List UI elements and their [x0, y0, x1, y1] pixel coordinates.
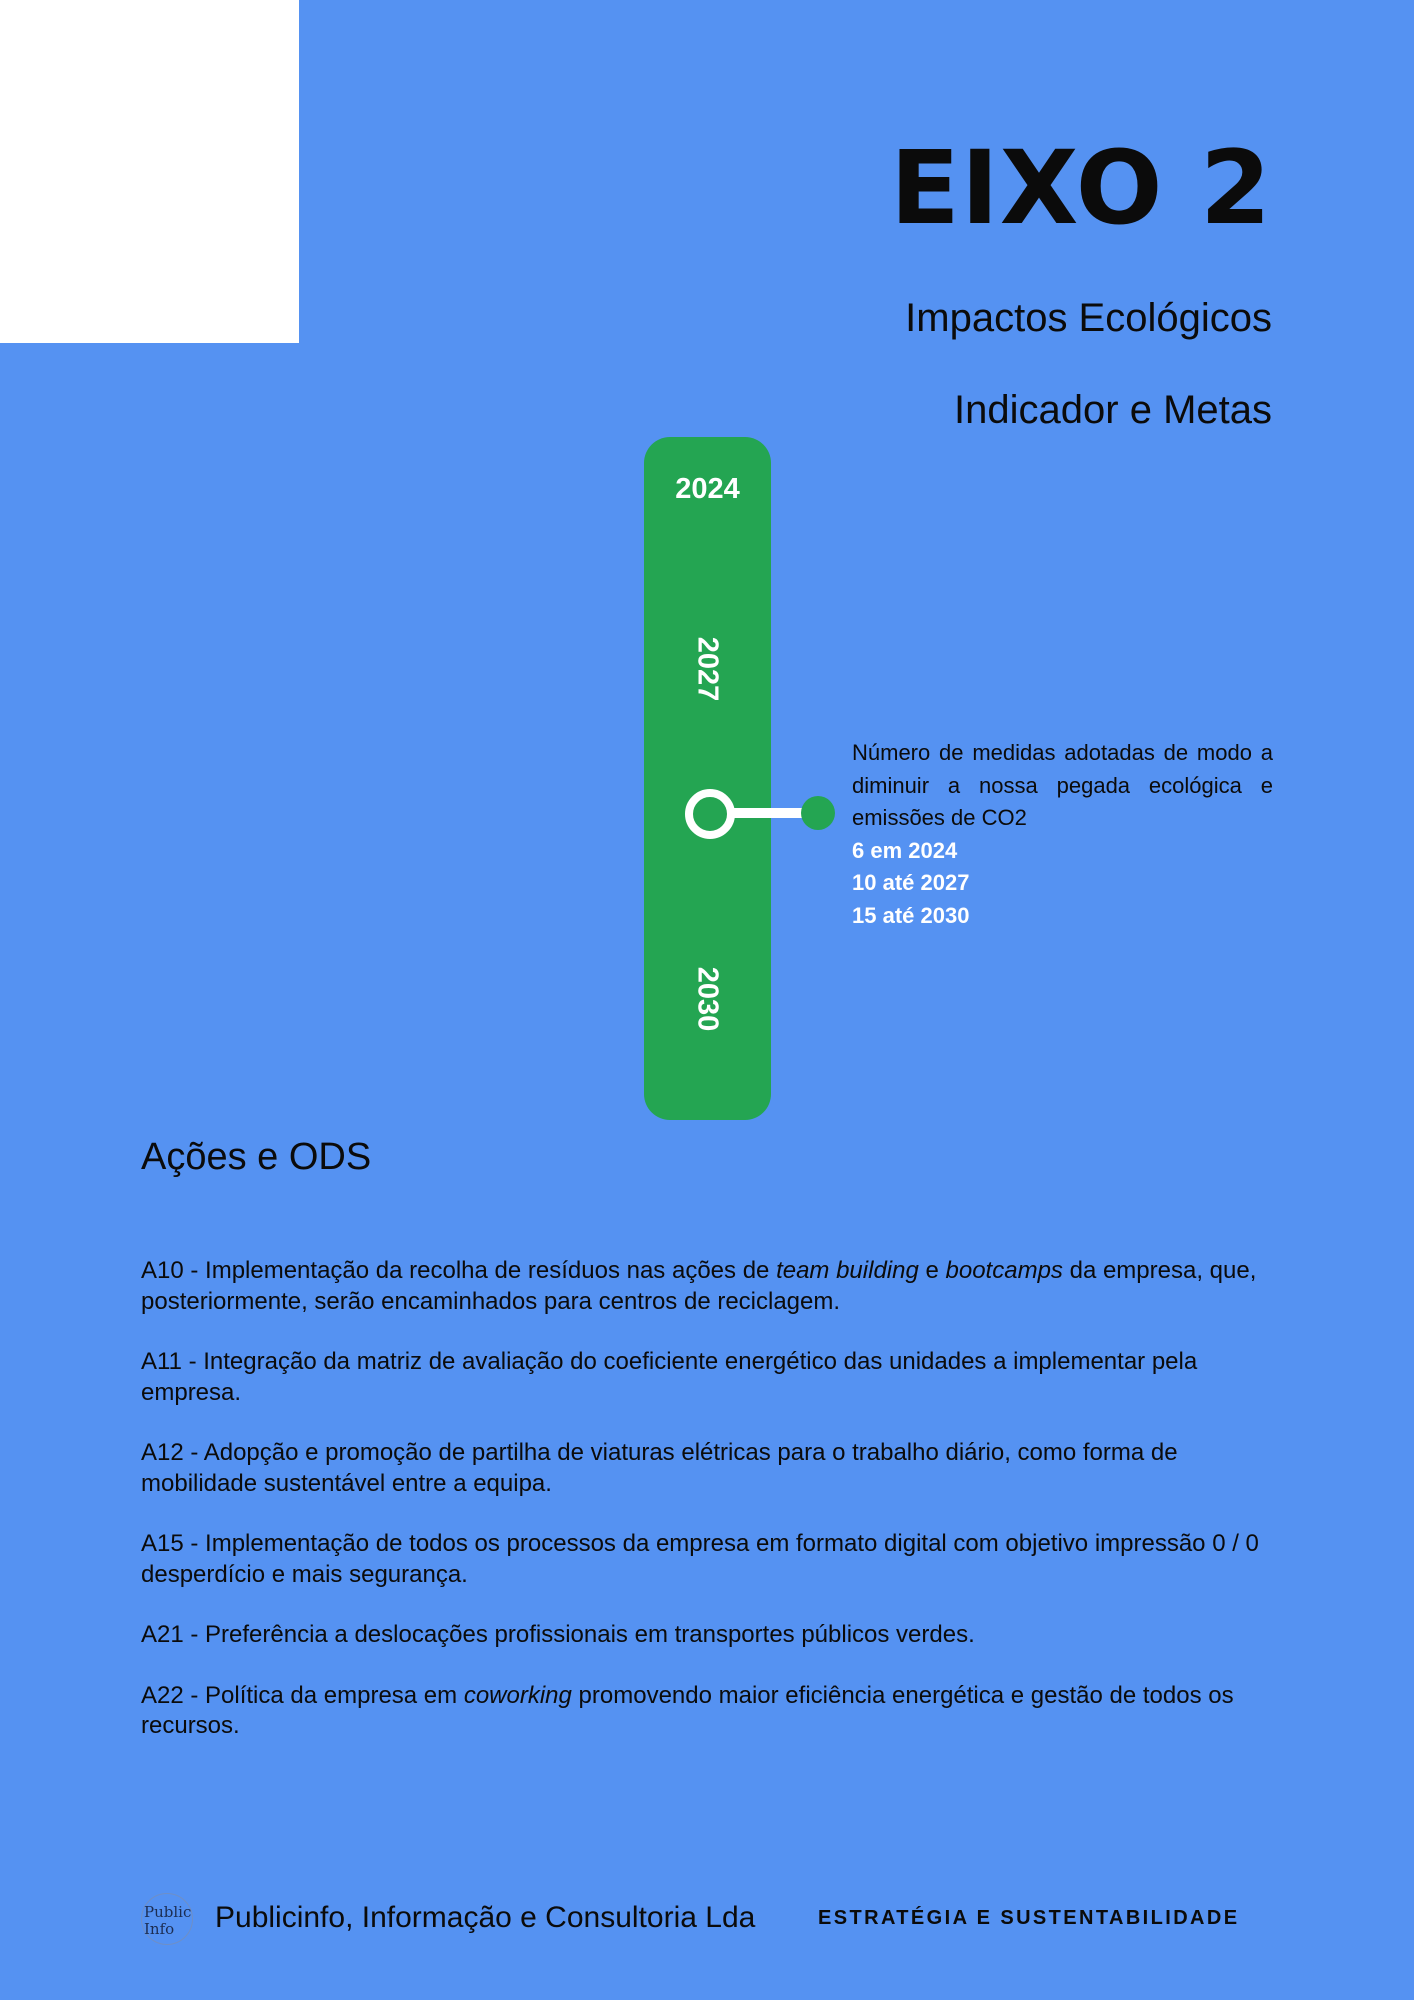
footer-company-name: Publicinfo, Informação e Consultoria Lda	[215, 1901, 756, 1934]
indicator-target-2027: 10 até 2027	[852, 870, 970, 895]
indicator-block	[852, 737, 1273, 932]
timeline-connector-line	[733, 808, 806, 818]
indicator-target-2030: 15 até 2030	[852, 902, 970, 928]
indicator-target-2024: 6 em 2024	[852, 837, 958, 863]
footer-tagline: ESTRATÉGIA E SUSTENTABILIDADE	[818, 1907, 1240, 1929]
timeline-year-2027: 2027	[691, 636, 724, 702]
timeline-year-2030: 2030	[691, 966, 724, 1032]
actions-list	[141, 1256, 1281, 1772]
action-item-a12: A12 - Adopção e promoção de partilha de viaturas elétricas para o trabalho diário, como forma de mobilidade sustentável entre a equipa.	[141, 1439, 1178, 1497]
timeline-connector-dot	[801, 796, 835, 830]
page-subtitle: Impactos Ecológicos	[905, 296, 1272, 340]
section-title-indicador: Indicador e Metas	[954, 388, 1272, 432]
publicinfo-logo-icon	[141, 1893, 193, 1945]
action-item-a15: A15 - Implementação de todos os processos da empresa em formato digital com objetivo impressão 0 / 0 desperdício e mais segurança.	[141, 1530, 1259, 1588]
action-item-a22: A22 - Política da empresa em coworking promovendo maior eficiência energética e gestão de todos os recursos.	[141, 1681, 1234, 1739]
indicator-description: Número de medidas adotadas de modo a diminuir a nossa pegada ecológica e emissões de CO2	[852, 740, 1273, 830]
action-item-a10: A10 - Implementação da recolha de resíduos nas ações de team building e bootcamps da empresa, que, posteriormente, serão encaminhados para centros de reciclagem.	[141, 1257, 1257, 1315]
section-title-acoes: Ações e ODS	[141, 1136, 372, 1178]
timeline-marker-ring	[685, 789, 735, 839]
page-title: EIXO 2	[890, 129, 1272, 248]
corner-white-block	[0, 0, 299, 343]
action-item-a11: A11 - Integração da matriz de avaliação do coeficiente energético das unidades a implementar pela empresa.	[141, 1348, 1198, 1406]
timeline-bar	[644, 437, 771, 1120]
action-item-a21: A21 - Preferência a deslocações profissionais em transportes públicos verdes.	[141, 1621, 975, 1648]
timeline-year-2024: 2024	[675, 473, 740, 505]
logo-text-line2: Info	[144, 1920, 175, 1938]
logo-text-line1: Public	[144, 1903, 192, 1921]
